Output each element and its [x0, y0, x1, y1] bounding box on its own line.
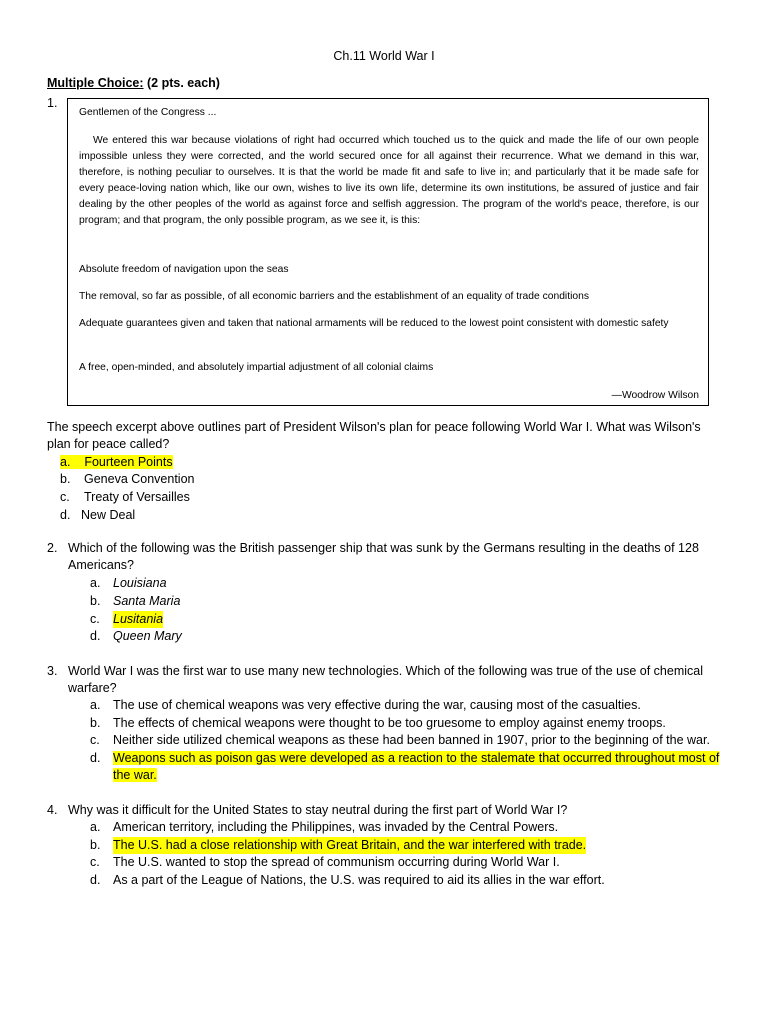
speech-excerpt-box	[67, 98, 709, 406]
option-letter: b.	[90, 838, 101, 852]
quote-salutation: Gentlemen of the Congress ...	[79, 107, 217, 118]
option-text: Santa Maria	[113, 594, 181, 608]
option-text: The U.S. had a close relationship with Great Britain, and the war interfered with trade.	[113, 838, 587, 852]
option-text: Treaty of Versailles	[84, 490, 190, 504]
option-letter: d.	[90, 629, 101, 643]
option-letter: d.	[90, 873, 101, 887]
q3-option-c[interactable]	[90, 732, 710, 749]
option-text: The effects of chemical weapons were thought to be too gruesome to employ against enemy troops.	[113, 716, 666, 730]
question-3-stem: World War I was the first war to use many new technologies. Which of the following was true of the use of chemical warfare?	[68, 664, 704, 695]
section-points: (2 pts. each)	[147, 76, 220, 90]
option-letter: c.	[90, 733, 100, 747]
option-text: The U.S. wanted to stop the spread of communism occurring during World War I.	[113, 855, 560, 869]
question-3-number: 3.	[47, 664, 58, 678]
question-2-number: 2.	[47, 541, 58, 555]
question-4-stem: Why was it difficult for the United States to stay neutral during the first part of World War I?	[68, 803, 568, 817]
option-text: New Deal	[81, 508, 136, 522]
option-letter: c.	[90, 855, 100, 869]
q1-option-a[interactable]	[60, 454, 173, 471]
q4-option-a[interactable]	[90, 819, 559, 836]
quote-point-4: A free, open-minded, and absolutely impartial adjustment of all colonial claims	[79, 362, 434, 373]
question-1-stem: The speech excerpt above outlines part of President Wilson's plan for peace following World War I. What was Wilson's plan for peace called?	[47, 420, 701, 451]
quote-point-2: The removal, so far as possible, of all economic barriers and the establishment of an equality of trade conditions	[79, 291, 589, 302]
option-letter: a.	[90, 820, 101, 834]
quote-attribution: —Woodrow Wilson	[611, 390, 699, 401]
option-letter: c.	[60, 490, 70, 504]
question-2-stem: Which of the following was the British passenger ship that was sunk by the Germans resulting in the deaths of 128 Americans?	[68, 541, 699, 572]
option-text: Fourteen Points	[84, 455, 173, 469]
q3-option-d[interactable]	[90, 750, 720, 782]
option-text: Queen Mary	[113, 629, 182, 643]
q1-option-a-highlight	[60, 455, 173, 469]
question-1-number: 1.	[47, 96, 58, 110]
option-letter: b.	[90, 594, 101, 608]
section-label: Multiple Choice:	[47, 76, 144, 90]
q2-option-c[interactable]	[90, 611, 164, 628]
option-letter: d.	[90, 751, 101, 765]
q1-option-d[interactable]	[60, 507, 136, 524]
quote-point-1: Absolute freedom of navigation upon the seas	[79, 264, 289, 275]
option-text: Neither side utilized chemical weapons as these had been banned in 1907, prior to the beginning of the war.	[113, 733, 710, 747]
q4-option-c[interactable]	[90, 854, 560, 871]
option-text: Weapons such as poison gas were developed as a reaction to the stalemate that occurred throughout most of the war.	[113, 751, 720, 782]
quote-paragraph: We entered this war because violations of right had occurred which touched us to the quick and made the life of our own people impossible unless they were corrected, and the world secured once for all against their recurrence. What we demand in this war, therefore, is nothing peculiar to ourselves. It is that the world be made fit and safe to live in; and particularly that it be made safe for every peace-loving nation which, like our own, wishes to live its own life, determine its own institutions, be assured of justice and fair dealing by the other peoples of the world as against force and selfish aggression. The program of the world's peace, therefore, is our program; and that program, the only possible program, as we see it, is this:	[79, 135, 699, 226]
option-text: The use of chemical weapons was very effective during the war, causing most of the casualties.	[113, 698, 641, 712]
q4-option-b[interactable]	[90, 837, 587, 854]
q2-option-d[interactable]	[90, 628, 182, 645]
option-text: Louisiana	[113, 576, 167, 590]
option-letter: b.	[90, 716, 101, 730]
section-heading	[47, 76, 220, 90]
quote-point-3: Adequate guarantees given and taken that national armaments will be reduced to the lowest point consistent with domestic safety	[79, 318, 669, 329]
q1-option-b[interactable]	[60, 471, 195, 488]
q4-option-d[interactable]	[90, 872, 605, 889]
question-4-number: 4.	[47, 803, 58, 817]
option-letter: c.	[90, 612, 100, 626]
option-letter: a.	[90, 576, 101, 590]
q3-option-a[interactable]	[90, 697, 641, 714]
q3-option-b[interactable]	[90, 715, 666, 732]
option-text: Lusitania	[113, 612, 164, 626]
option-letter: d.	[60, 508, 71, 522]
option-letter: b.	[60, 472, 71, 486]
q2-option-b[interactable]	[90, 593, 181, 610]
q2-option-a[interactable]	[90, 575, 167, 592]
q1-option-c[interactable]	[60, 489, 190, 506]
option-text: As a part of the League of Nations, the U.S. was required to aid its allies in the war effort.	[113, 873, 605, 887]
option-letter: a.	[90, 698, 101, 712]
option-letter: a.	[60, 455, 71, 469]
page-title: Ch.11 World War I	[333, 49, 435, 63]
option-text: American territory, including the Philippines, was invaded by the Central Powers.	[113, 820, 559, 834]
option-text: Geneva Convention	[84, 472, 195, 486]
